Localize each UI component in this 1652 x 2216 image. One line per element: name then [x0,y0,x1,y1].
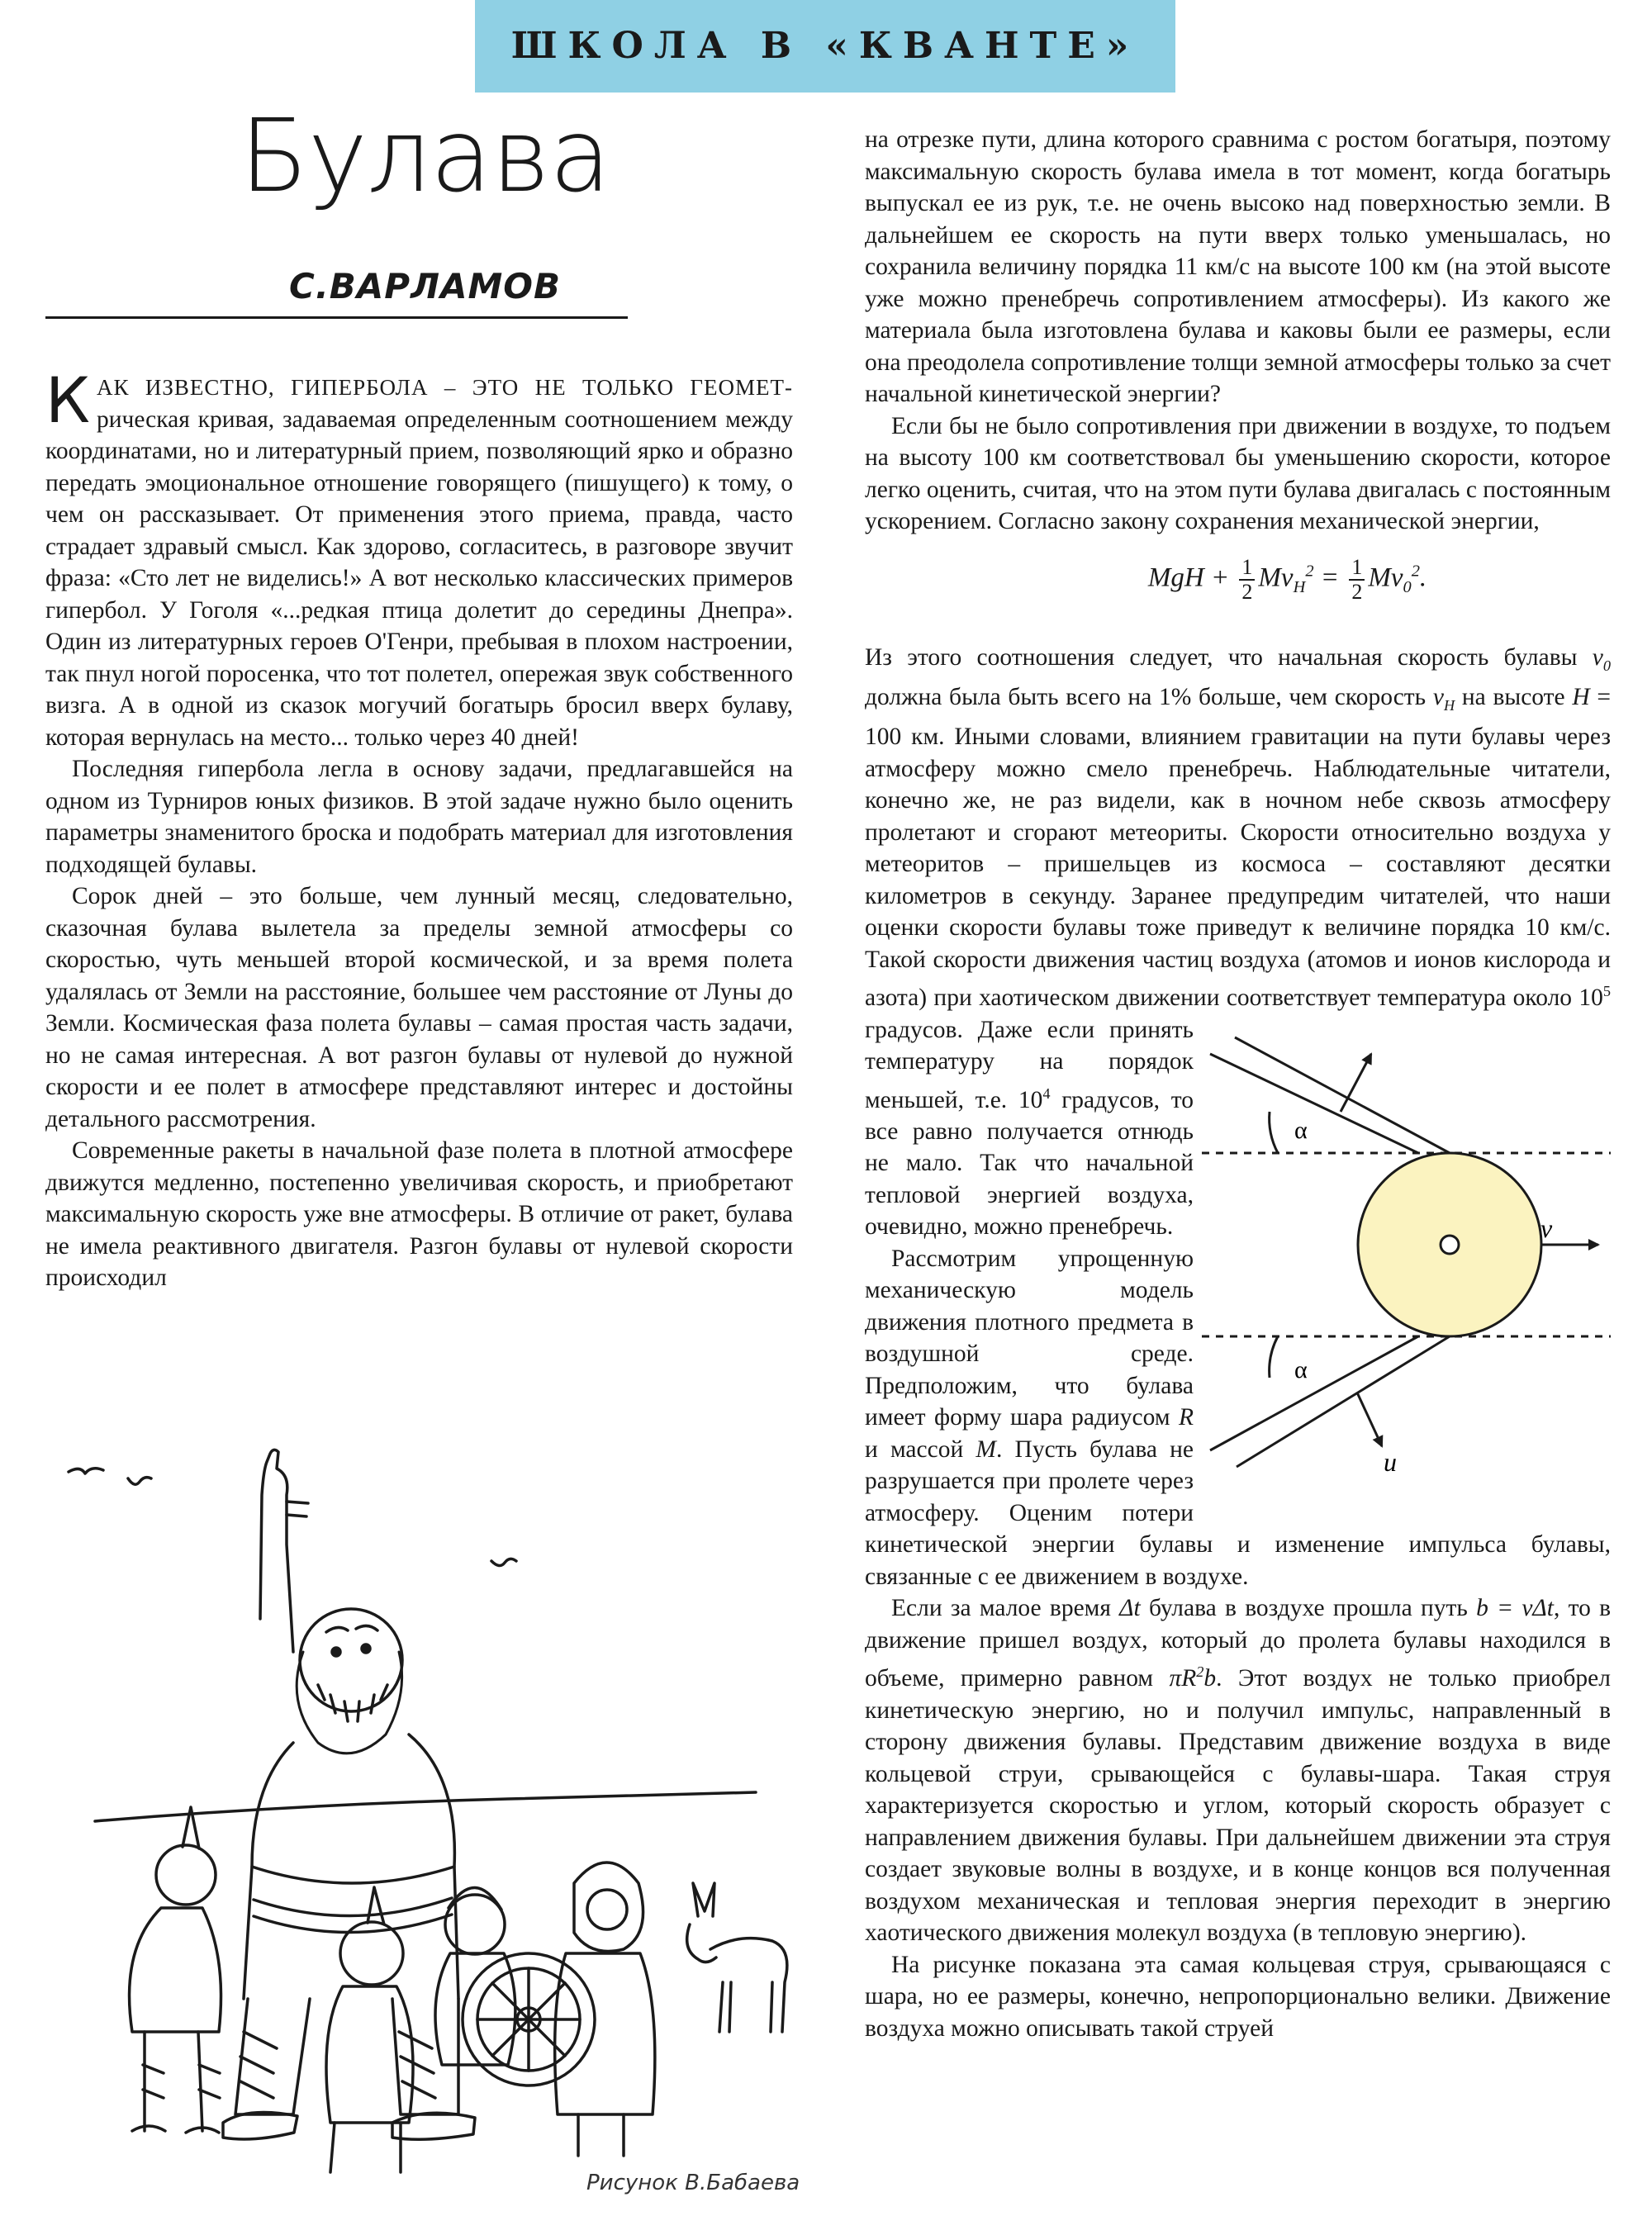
cartoon-illustration [45,1404,801,2197]
text-run: . Этот воздух не только приобрел кинетическую энергию, но и получил импульс, направленный в сторону движения булавы. Представим движение воздуха в виде кольцевой струи, срывающейся с булавы-шара. Такая струя характеризуется скоростью и углом, который скорость образует с направлением движения булавы. При дальнейшем движении эта струя создает звуковые волны в воздухе, и в конце концов вся полученная воздухом механическая и тепловая энергия переходит в энергию хаотического движения молекул воздуха (в тепловую энергию). [865,1665,1611,1947]
paragraph: Последняя гипербола легла в основу задачи, предлагавшейся на одном из Турниров юных физиков. В этой задаче нужно было оценить параметры знаменитого броска и подобрать материал для изготовления подходящей булавы. [45,756,793,878]
symbol-dt: Δt [1119,1595,1141,1622]
energy-conservation-formula [964,556,1611,622]
symbol-vH [1432,683,1455,714]
formula-superscript: 2 [1411,562,1420,581]
formula-volume [1169,1665,1216,1692]
angle-arc-bottom [1270,1336,1278,1378]
illustration-caption: Рисунок В.Бабаева [586,2171,800,2195]
text-run: Если за малое время [891,1595,1111,1622]
section-header-band [475,0,1175,93]
paragraph: Если бы не было сопротивления при движении в воздухе, то подъем на высоту 100 км соответствовал бы уменьшению скорости, которое легко оценить, считая, что на этом пути булава двигалась с постоянным ускорением. Согласно закону сохранения механической энергии, [865,412,1611,534]
jet-line-top-outer [1210,1054,1418,1153]
angle-label-top: α [1294,1116,1308,1144]
symbol-M: M [976,1435,996,1463]
article-title: Булава [240,97,610,215]
text-run: . Пусть булава не разрушается при пролете через атмосферу. Оценим потери кинетической энергии булавы и изменение импульса булавы, связанные с ее движением в воздухе. [865,1435,1611,1590]
jet-velocity-arrow-u [1357,1393,1382,1446]
formula-period: . [1419,562,1427,593]
air-jet-figure [1202,1021,1611,1508]
text-run: = 100 км. Иными словами, влиянием гравитации на пути булавы через атмосферу можно смело пренебречь. Наблюдательные читатели, конечно же, не раз видели, как в ночном небе сквозь атмосферу пролетают и сгорают метеориты. Скорости относительно воздуха у метеоритов – пришельцев из космоса – составляют десятки километров в секунду. Заранее предупредим читателей, что наши оценки скорости булавы тоже приведут к величине порядка 10 км/с. Такой скорости движения частиц воздуха (атомов и ионов кислорода и азота) при хаотическом движении соответствует температура около [865,683,1611,1012]
symbol: b [1203,1665,1217,1692]
bird-icon [69,1469,103,1473]
text-run: градусов, то все равно получается отнюдь не мало. Так что начальной тепловой энергией воздуха, очевидно, можно пренебречь. [865,1086,1194,1241]
paragraph: на отрезке пути, длина которого сравнима с ростом богатыря, поэтому максимальную скорость булава имела в тот момент, когда богатырь выпускал ее из рук, т.е. не очень высоко над поверхностью земли. В дальнейшем ее скорость на пути вверх только уменьшалась, но сохранила величину порядка 11 км/с на высоте 100 км (на этой высоте уже можно пренебречь сопротивлением атмосферы). Из какого же материала была изготовлена булава и каковы были ее размеры, если она преодолела сопротивление толщи земной атмосферы только за счет начальной кинетической энергии? [865,126,1611,407]
symbol-H: H [1572,683,1590,710]
ball-center-dot [1441,1236,1459,1254]
article-author: С.ВАРЛАМОВ [289,266,561,306]
intro-paragraph [45,372,793,753]
exponent: 5 [1602,983,1611,1000]
fraction-numerator: 1 [1349,556,1365,581]
symbol-R: R [1178,1404,1194,1431]
left-text-column [45,372,793,1375]
text-run: Рассмотрим упрощенную механическую модель движения плотного предмета в воздушной среде. Предположим, что булава имеет форму шара радиусом [865,1245,1194,1431]
formula-lhs: MgH + [1147,562,1230,593]
formula-inline: b = vΔt [1476,1595,1554,1622]
velocity-label-u: u [1384,1446,1397,1477]
section-header-title: ШКОЛА В «КВАНТЕ» [510,25,1140,67]
symbol: v [1592,643,1603,671]
text-run: должна была быть всего на 1% больше, чем скорость [865,683,1427,710]
symbol: πR [1169,1665,1197,1692]
symbol-subscript: 0 [1602,657,1611,674]
bird-icon [128,1478,151,1485]
text-run: , то в движение пришел воздух, который до пролета булавы находился в объеме, примерно равном [865,1595,1611,1692]
lead-caps: АК ИЗВЕСТНО, ГИПЕРБОЛА – ЭТО НЕ ТОЛЬКО ГЕОМЕТ- [96,375,793,400]
formula-subscript: 0 [1403,577,1412,596]
paragraph: Современные ракеты в начальной фазе полета в плотной атмосфере движутся медленно, постепенно увеличивая скорость, и приобретают максимальную скорость уже вне атмосферы. В отличие от ракет, булава не имела реактивного двигателя. Разгон булавы от нулевой скорости происходил [45,1137,793,1291]
angle-label-bottom: α [1294,1355,1308,1383]
text-run: и массой [865,1435,964,1463]
author-underline-rule [45,316,628,319]
text-run: 10 [1578,985,1603,1012]
text-run: Из этого соотношения следует, что начальная скорость булавы [865,643,1578,671]
formula-term: Mv [1368,562,1403,593]
drop-cap: К [45,372,90,437]
text-run: градусов. Даже если принять температуру на порядок меньшей, т.е. [865,1016,1194,1113]
text-run: булава в воздухе прошла путь [1148,1595,1468,1622]
paragraph: На рисунке показана эта самая кольцевая струя, срывающаяся с шара, но ее размеры, конечно, непропорционально велики. Движение воздуха можно описывать такой струей [865,1951,1611,2042]
symbol: v [1432,683,1444,710]
symbol-v0 [1592,643,1611,674]
text-run: на высоте [1461,683,1565,710]
formula-superscript: 2 [1305,562,1314,581]
fraction-denominator: 2 [1351,579,1363,604]
exponent: 4 [1042,1084,1051,1102]
exponent: 2 [1196,1663,1204,1681]
paragraph [865,1592,1611,1948]
text-run: 10 [1018,1086,1043,1113]
fraction-half [1349,556,1365,604]
paragraph: Сорок дней – это больше, чем лунный месяц, следовательно, сказочная булава вылетела за пределы земной атмосферы со скоростью, чуть меньшей второй космической, и за время полета удалялась от Земли на расстояние, большее чем расстояние от Луны до Земли. Космическая фаза полета булавы – самая простая часть задачи, но не самая интересная. А вот разгон булавы от нулевой до нужной скорости и ее полет в атмосфере представляют интерес и достойны детального рассмотрения. [45,883,793,1132]
jet-line-bottom-inner [1237,1336,1450,1467]
formula-term: Mv [1258,562,1294,593]
angle-arc-top [1270,1112,1278,1153]
formula-subscript: H [1293,577,1306,596]
fraction-numerator: 1 [1239,556,1255,581]
symbol-subscript: H [1443,696,1455,714]
right-text-column [865,124,1611,2214]
fraction-denominator: 2 [1241,579,1253,604]
fraction-half [1239,556,1255,604]
bird-icon [491,1559,516,1565]
jet-line-bottom-outer [1210,1336,1418,1450]
jet-line-top-inner [1235,1037,1450,1153]
intro-text: рическая кривая, задаваемая определенным соотношением между координатами, но и литературный прием, позволяющий ярко и образно передать эмоциональное отношение говорящего (пишущего) к тому, о чем он рассказывает. От применения этого приема, правда, часто страдает здравый смысл. Как здорово, согласитесь, в разговоре звучит фраза: «Сто лет не виделись!» А вот несколько классических примеров гипербол. У Гоголя «...редкая птица долетит до середины Днепра». Один из литературных героев О'Генри, пребывая в плохом настроении, так пнул ногой поросенка, что тот полетел, опережая звук собственного визга. А в одной из сказок могучий богатырь бросил вверх булаву, которая вернулась на место... только через 40 дней! [45,406,793,751]
ring-jet-diagram [1202,1021,1611,1508]
velocity-label-v: v [1540,1212,1553,1243]
formula-equals: = [1313,562,1340,593]
